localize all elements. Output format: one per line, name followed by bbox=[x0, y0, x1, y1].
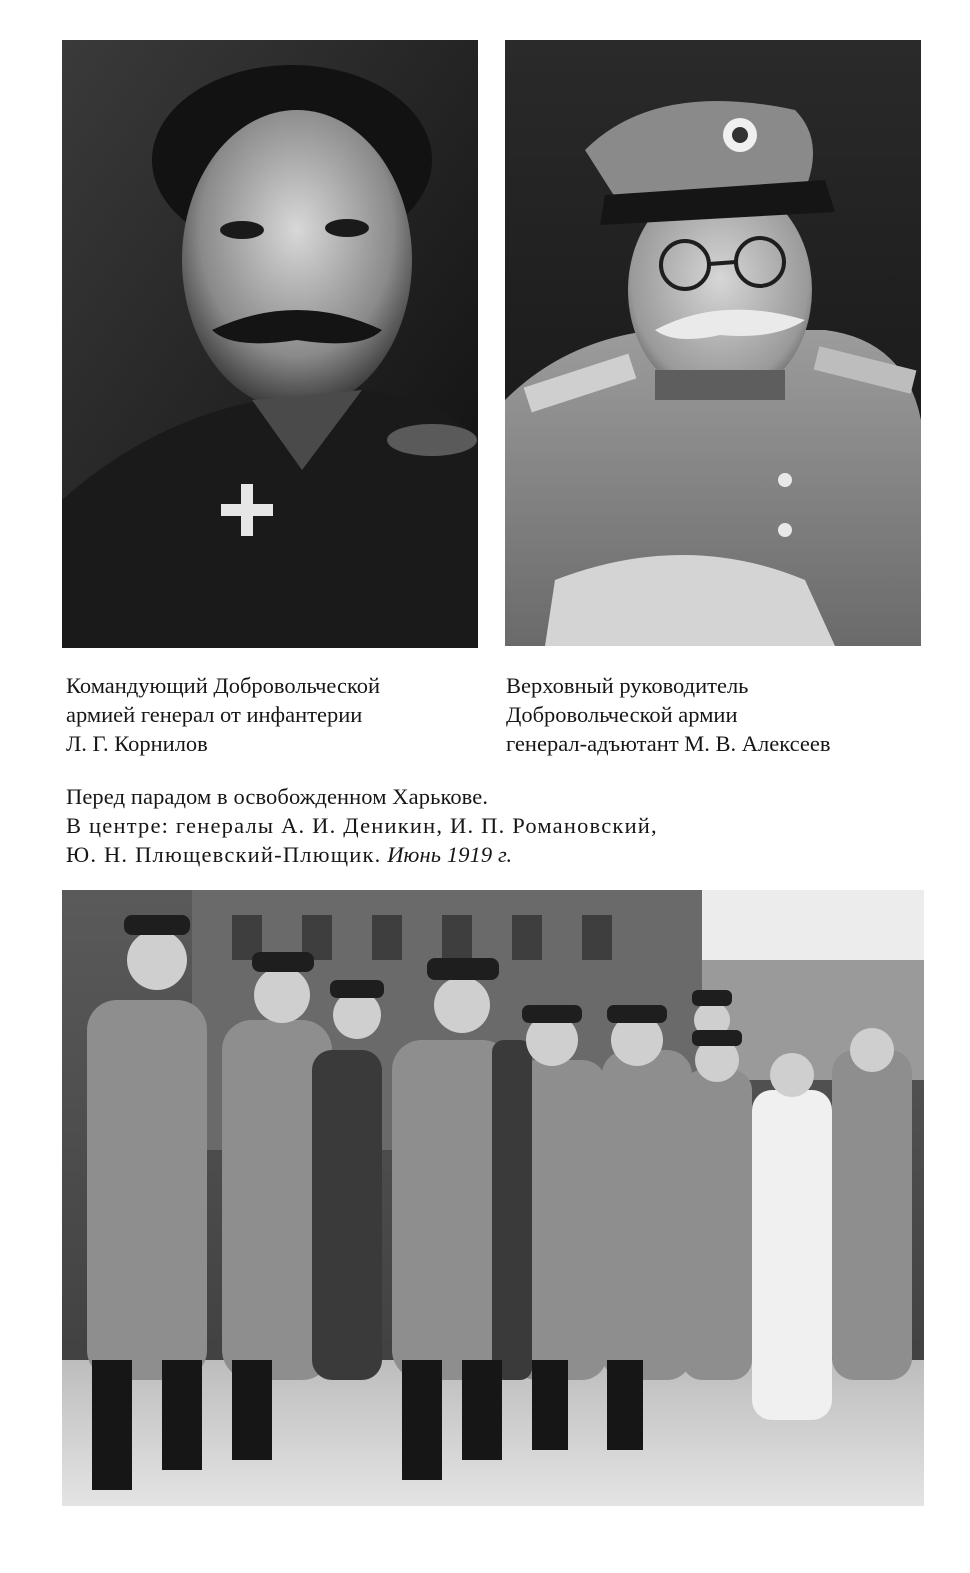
caption-kornilov bbox=[66, 671, 380, 758]
caption-parade-date: Июнь 1919 г. bbox=[387, 842, 513, 867]
caption-alekseev bbox=[506, 671, 830, 758]
caption-parade bbox=[66, 782, 658, 869]
caption-parade-line-3-text: Ю. Н. Плющевский-Плющик. bbox=[66, 842, 382, 867]
portrait-photo-alekseev bbox=[505, 40, 921, 646]
portrait-kornilov-image bbox=[62, 40, 478, 648]
caption-parade-line-1: Перед парадом в освобожденном Харькове. bbox=[66, 784, 489, 809]
caption-parade-line-2: В центре: генералы А. И. Деникин, И. П. Романовский, bbox=[66, 813, 658, 838]
portrait-alekseev-image bbox=[505, 40, 921, 646]
parade-group-image bbox=[62, 890, 924, 1506]
caption-alekseev-line-2: Добровольческой армии bbox=[506, 702, 738, 727]
parade-photo bbox=[62, 890, 924, 1506]
caption-alekseev-line-1: Верховный руководитель bbox=[506, 673, 749, 698]
caption-parade-line-3 bbox=[66, 840, 658, 869]
caption-kornilov-line-2: армией генерал от инфантерии bbox=[66, 702, 363, 727]
caption-alekseev-line-3: генерал-адъютант М. В. Алексеев bbox=[506, 731, 831, 756]
caption-kornilov-line-3: Л. Г. Корнилов bbox=[66, 731, 208, 756]
caption-kornilov-line-1: Командующий Добровольческой bbox=[66, 673, 381, 698]
portrait-photo-kornilov bbox=[62, 40, 478, 648]
